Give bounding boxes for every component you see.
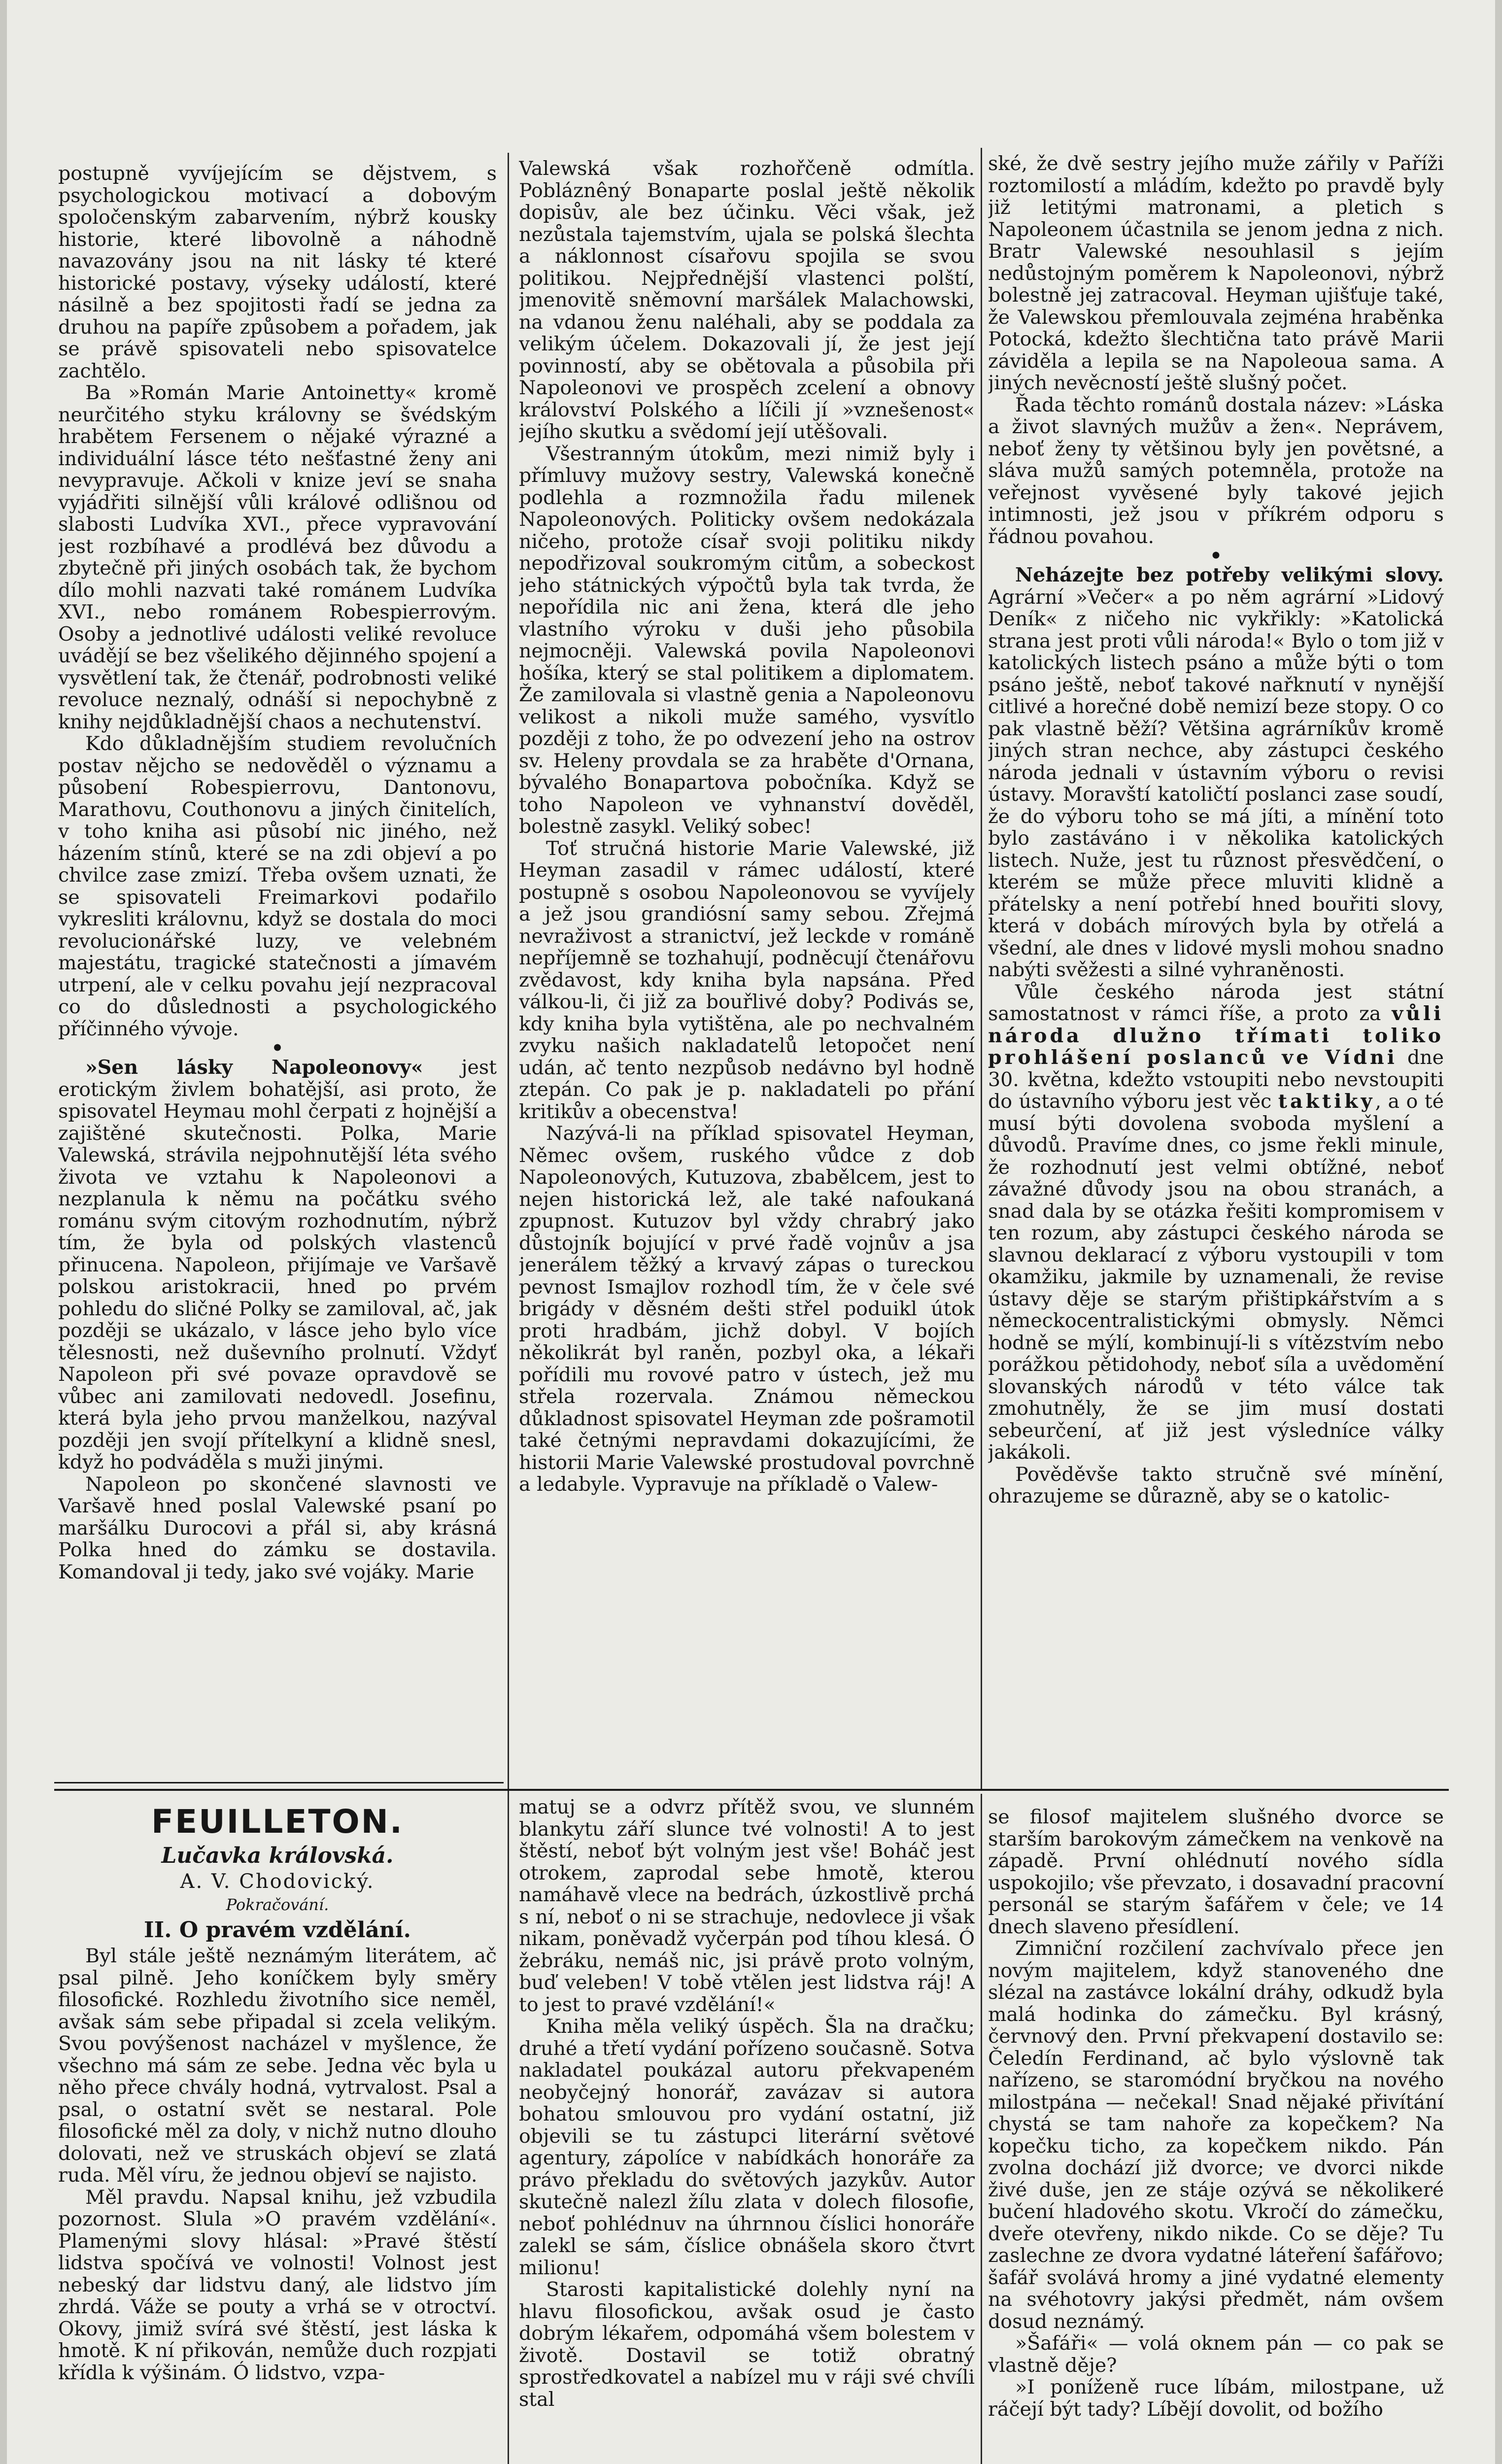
scan-edge-right — [1495, 0, 1502, 2464]
section-title: »Sen lásky Napoleonovy« — [85, 1056, 423, 1079]
article-paragraph: Napoleon po skončené slavnosti ve Varšavě hned poslal Valewské psaní po maršálku Durocovi a přál si, aby krásná Polka hned do zámku se dostavila. Komandoval ji tedy, jako své vojáky. Marie — [58, 1472, 497, 1583]
feuilleton-heading: FEUILLETON. — [151, 1803, 404, 1841]
column1-top-rule — [54, 1782, 504, 1783]
section-text: dne 30. května, kdežto vstoupiti nebo nevstoupiti do ústavního výboru jest věc — [988, 1046, 1444, 1113]
article-paragraph: postupně vyvíjejícím se dějstvem, s psychologickou motivací a dobovým spoločenským zabarvením, nýbrž kousky historie, které libovolně a náhodně navazovány jsou na nit lásky té které historické postavy, výseky událostí, které násilně a bez spojitosti řadí se jedna za druhou na papíře způsobem a pořadem, jak se právě spisovateli nebo spisovatelce zachtělo. — [58, 163, 497, 382]
article-paragraph: Nazývá-li na příklad spisovatel Heyman, Němec ovšem, ruského vůdce z dob Napoleonových, Kutuzova, zbabělcem, jest to nejen historická lež, ale také nafoukaná zpupnost. Kutuzov byl vždy chrabrý jako důstojník bojující v prvé řadě vojnův a jsa jenerálem těžký a krvavý zápas o tureckou pevnost Ismajlov rozhodl tím, že v čele své brigády v děsném dešti střel poduikl útok proti hradbám, jichž dobyl. V bojích několikrát byl raněn, pozbyl oka, a lékaři pořídili mu rovové patro v ústech, jež mu střela rozervala. Známou německou důkladnost spisovatel Heyman zde pošramotil také četnými nepravdami dokazujícími, že historii Marie Valewské prostudoval povrchně a ledabyle. Vypravuje na příkladě o Valew- — [519, 1122, 975, 1496]
feuilleton-paragraph: se filosof majitelem slušného dvorce se starším barokovým zámečkem na venkově na západě. První ohlédnutí nového sídla uspokojilo; vše převzato, i dosavadní pracovní personál se starým šafářem v čele; ve 14 dnech slaveno přesídlení. — [988, 1806, 1444, 1938]
feuilleton-separator-rule — [54, 1789, 1449, 1791]
feuilleton-paragraph: Zimniční rozčilení zachvívalo přece jen novým majitelem, když stanoveného dne slézal na zastávce lokální dráhy, odkudž byla malá hodinka do zámečku. Byl krásný, červnový den. První překvapení dostavilo se: Čeledín Ferdinand, ač bylo výslovně tak nařízeno, se staromódní bryčkou na nového milostpána — nečekal! Snad nějaké přivítání chystá se tam nahoře za kopečkem? Na kopečku ticho, za kopečkem nikdo. Pán zvolna dochází již dvorce; ve dvorci nikde živé duše, jen ze stáje ozývá se několikeré bučení hladového skotu. Vkročí do zámečku, dveře otevřeny, nikdo nikde. Co se děje? Tu zaslechne ze dvora vydatné láteření šafářovo; šafář svolává hromy a jiné vydatné elementy na svéhotovry jakýsi předmět, nám ovšem dosud neznámý. — [988, 1937, 1444, 2333]
chapter-title: II. O pravém vzdělání. — [144, 1917, 411, 1943]
column-rule-3 — [508, 1794, 509, 2464]
section-title: Neházejte bez potřeby velikými slovy. — [1015, 564, 1444, 586]
feuilleton-paragraph: »Šafáři« — volá oknem pán — co pak se vlastně děje? — [988, 2332, 1444, 2377]
feuilleton-paragraph: Starosti kapitalistické dolehly nyní na hlavu filosofickou, avšak osud je často dobrým lékařem, odpomáhá všem bolestem v životě. Dostavil se totiž obratný sprostředkovatel a nabízel mu v ráji své chvíli stal — [519, 2278, 975, 2411]
section-text: Vůle českého národa jest státní samostatnost v rámci říše, a proto za — [988, 980, 1444, 1025]
scan-edge-left — [0, 0, 7, 2464]
section-bullet: • — [271, 1037, 284, 1060]
section-text: , a o té musí býti dovolena svoboda myšlení a důvodů. Pravíme dnes, co jsme řekli minule, že rozhodnutí jest velmi obtížné, neboť závažné důvody jsou na obou stranách, a snad dala by se otázka řešiti kompromisem v ten rozum, aby zástupci českého národa se slavnou deklarací z výboru vystoupili v tom okamžiku, jakmile by uznamenali, že revise ústavy děje se starým přištipkářstvím a s německocentralistickými obmysly. Němci hodně se mýlí, kombinují-li s vítězstvím nebo porážkou pětidohody, neboť síla a uvědomění slovanských národů v této válce tak zmohutněly, že se jim musí dostati sebeurčení, ať již jest výsledníce války jakákoli. — [988, 1090, 1444, 1464]
article-paragraph: Pověděvše takto stručně své mínění, ohrazujeme se důrazně, aby se o katolic- — [988, 1463, 1444, 1507]
section-text: jest erotickým živlem bohatější, asi proto, že spisovatel Heymau mohl čerpati z hojnější a zajištěné skutečnosti. Polka, Marie Valewská, strávila nejpohnutější léta svého života ve vztahu k Napoleonovi a nezplanula k němu na počátku svého románu svým citovým rozhodnutím, nýbrž tím, že byla od polských vlastenců přinucena. Napoleon, přijímaje ve Varšavě polskou aristokracii, hned po prvém pohledu do sličné Polky se zamiloval, ač, jak později se ukázalo, v lásce jeho bylo více tělesnosti, než duševního prolnutí. Vždyť Napoleon při své povaze opravdově se vůbec ani zamilovati nedovedl. Josefinu, která byla jeho prvou manželkou, nazýval později jen svojí přítelkyní a klidně snesl, když ho podváděla s muži jinými. — [58, 1056, 497, 1473]
article-paragraph: Valewská však rozhořčeně odmítla. Pobláznêný Bonaparte poslal ještě několik dopisův, ale bez účinku. Věci však, jež nezůstala tajemstvím, ujala se polská šlechta a náklonnost císařovu spojila se svou politikou. Nejpřednější vlastenci polští, jmenovitě sněmovní maršálek Malachowski, na vdanou ženu naléhali, aby se poddala za velikým účelem. Dokazovali jí, že jest její povinností, aby se obětovala a působila při Napoleonovi ve prospěch zcelení a obnovy království Polského a líčili jí »vznešenost« jejího skutku a svědomí její utěšovali. — [519, 158, 975, 443]
feuilleton-paragraph: matuj se a odvrz přítěž svou, ve slunném blankytu září slunce tvé volnosti! A to jest štěstí, neboť být volným jest vše! Boháč jest otrokem, zaprodal sebe hmotě, kterou namáhavě vlece na bedrách, úzkostlivě prchá s ní, neboť o ni se strachuje, nedovlece ji však nikam, poněvadž vyčerpán pod tíhou klesá. Ó žebráku, nemáš nic, jsi právě proto volným, buď veleben! V tobě vtělen jest lidstva ráj! A to jest to pravé vzdělání!« — [519, 1796, 975, 2016]
article-paragraph: Všestranným útokům, mezi nimiž byly i přímluvy mužovy sestry, Valewská konečně podlehla a rozmnožila řadu milenek Napoleonových. Politicky ovšem nedokázala ničeho, protože císař svoji politiku nikdy nepodřizoval soukromým citům, a sobeckost jeho státnických výpočtů byla tak tvrda, že nepořídila nic ani žena, která dle jeho vlastního výroku v duši jeho působila nejmocněji. Valewská povila Napoleonovi hošíka, který se stal politikem a diplomatem. Že zamilovala si vlastně genia a Napoleonovu velikost a nikoli muže samého, vysvítlo později z toho, že po odvezení jeho na ostrov sv. Heleny provdala se za hraběte d'Ornana, bývalého Bonapartova pobočníka. Když se toho Napoleon ve vyhnanství dověděl, bolestně zasykl. Veliký sobec! — [519, 442, 975, 838]
feuilleton-column-1 — [58, 1801, 497, 2464]
feuilleton-author: A. V. Chodovický. — [180, 1870, 375, 1893]
article-paragraph: ské, že dvě sestry jejího muže zářily v Paříži roztomilostí a mládím, kdežto po pravdě byly již letitými matronami, a pletich s Napoleonem účastnila se jenom jedna z nich. Bratr Valewské nesouhlasil s jejím nedůstojným poměrem k Napoleonovi, nýbrž bolestně jej zatracoval. Heyman ujišťuje také, že Valewskou přemlouvala zejména hraběnka Potocká, kdežto šlechtična tato právě Marii záviděla a lepila se na Napoleoua sama. A jiných nevěcností ještě slušný počet. — [988, 153, 1444, 394]
column-rule-1 — [508, 153, 509, 1794]
feuilleton-continuation: Pokračování. — [226, 1895, 329, 1914]
feuilleton-paragraph: »I poníženě ruce líbám, milostpane, už ráčejí být tady? Líbějí dovolit, od božího — [988, 2376, 1444, 2421]
column-1 — [58, 163, 497, 1779]
column-2 — [519, 158, 975, 1784]
article-paragraph — [988, 981, 1444, 1464]
spaced-phrase: taktiky — [1278, 1090, 1375, 1113]
feuilleton-paragraph: Měl pravdu. Napsal knihu, jež vzbudila pozornost. Slula »O pravém vzdělání«. Plamenými slovy hlásal: »Pravé štěstí lidstva spočívá ve volnosti! Volnost jest nebeský dar lidstvu daný, ale lidstvo jím zhrdá. Váže se pouty a vrhá se v otroctví. Okovy, jimiž svírá své štěstí, jest láska k hmotě. K ní přikován, nemůže duch rozpjati křídla k výšinám. Ó lidstvo, vzpa- — [58, 2186, 497, 2384]
section-text: Agrární »Večer« a po něm agrární »Lidový Deník« z ničeho nic vykřikly: »Katolická strana jest proti vůli národa!« Bylo o tom již v katolických listech psáno a může býti o tom psáno ještě, neboť takové nařknutí v nynější citlivé a horečné době nemizí beze stopy. O co pak vlastně běží? Většina agrárníkův kromě jiných stran nechce, aby zástupci českého národa jednali v ústavním výboru o revisi ústavy. Moravští katoličtí poslanci zase soudí, že do výboru toho se má jíti, a mínění toto bylo zastáváno i v několika katolických listech. Nuže, jest tu různost přesvědčení, o kterém se může přece mluviti klidně a přátelsky a není potřebí hned bouřiti slovy, která v dobách mírových byla by otřelá a všední, ale dnes v lidové mysli mohou snadno nabýti svěžesti a silné vyhraněnosti. — [988, 585, 1444, 981]
article-paragraph — [58, 1057, 497, 1473]
article-paragraph: Toť stručná historie Marie Valewské, již Heyman zasadil v rámec událostí, které postupně s osobou Napoleonovou se vyvíjely a jež jsou grandiósní samy sebou. Zřejmá nevraživost a stranictví, jež leckde v románě nepříjemně se tozhahují, podněcují čtenářovu zvědavost, kdy kniha byla napsána. Před válkou-li, či již za bouřlivé doby? Podivás se, kdy kniha byla vytištěna, ale po nechvalném zvyku našich nakladatelů letopočet není udán, ač tento nezpůsob nedávno byl hodně ztepán. Co pak je p. nakladateli po přání kritikův a obecenstva! — [519, 837, 975, 1123]
feuilleton-paragraph: Byl stále ještě neznámým literátem, ač psal pilně. Jeho koníčkem byly směry filosofické. Rozhledu životního sice neměl, avšak sám sebe připadal si zcela velikým. Svou povýšenost nacházel v myšlence, že všechno má sám ze sebe. Jedna věc byla u něho přece chvály hodná, vytrvalost. Psal a psal, o ostatní svět se nestaral. Pole filosofické měl za doly, v nichž nutno dlouho dolovati, než ve struskách objeví se zlatá ruda. Měl víru, že jednou objeví se najisto. — [58, 1945, 497, 2187]
feuilleton-paragraph: Kniha měla veliký úspěch. Šla na dračku; druhé a třetí vydání pořízeno současně. Sotva nakladatel poukázal autoru překvapeném neobyčejný honorář, zavázav si autora bohatou smlouvou pro vydání ostatní, již objevili se tu zástupci literární světové agentury, zápolíce v nabídkách honoráře za právo překladu do světových jazykův. Autor skutečně nalezl žílu zlata v dolech filosofie, neboť pohlédnuv na úhrnnou číslici honoráře zalekl se sám, číslice obnášela skoro čtvrt milionu! — [519, 2015, 975, 2279]
article-paragraph — [988, 564, 1444, 981]
feuilleton-title: Lučavka královská. — [161, 1843, 394, 1868]
column-rule-2 — [981, 148, 982, 1789]
section-bullet: • — [1209, 545, 1223, 567]
feuilleton-column-2 — [519, 1796, 975, 2464]
feuilleton-column-3 — [988, 1806, 1444, 2464]
spaced-phrase: vůli národa dlužno třímati toliko prohlášení poslanců ve Vídni — [988, 1002, 1444, 1069]
column-rule-4 — [981, 1794, 982, 2464]
article-paragraph: Kdo důkladnějším studiem revolučních postav nějcho se nedověděl o významu a působení Robespierrovu, Dantonovu, Marathovu, Couthonovu a jiných činitelích, v toho kniha asi působí nic jiného, než házením stínů, které se na zdi objeví a po chvilce zase zmizí. Třeba ovšem uznati, že se spisovateli Freimarkovi podařilo vykresliti královnu, když se dostala do moci revolucionářské luzy, ve velebném majestátu, tragické statečnosti a jímavém utrpení, ale v celku povahu její nezpracoval co do důslednosti a psychologického příčinného vývoje. — [58, 732, 497, 1040]
article-paragraph: Řada těchto románů dostala název: »Láska a život slavných mužův a žen«. Neprávem, neboť ženy ty většinou byly jen povětsné, a sláva mužů samých potemněla, protože na veřejnost vyvěsené byly takové jejich intimnosti, jež jsou v příkrém odporu s řádnou povahou. — [988, 393, 1444, 548]
article-paragraph: Ba »Román Marie Antoinetty« kromě neurčitého styku královny se švédským hrabětem Fersenem o nějaké výrazné a individuální lásce této nešťastné ženy ani nevypravuje. Ačkoli v knize jeví se snaha vyjádřiti silnější vůli králové odlišnou od slabosti Ludvíka XVI., přece vypravování jest rozbíhavé a prodlévá bez důvodu a zbytečně při jiných osobách tak, že bychom dílo mohli nazvati také románem Ludvíka XVI., nebo románem Robespierrovým. Osoby a jednotlivé události veliké revoluce uvádějí se bez všelikého dějinného spojení a vysvětlení tak, že čtenář, podrobnosti veliké revoluce neznalý, odnáší si nepochybně z knihy nejdůkladnější chaos a nechutenství. — [58, 381, 497, 733]
column-3 — [988, 153, 1444, 1784]
